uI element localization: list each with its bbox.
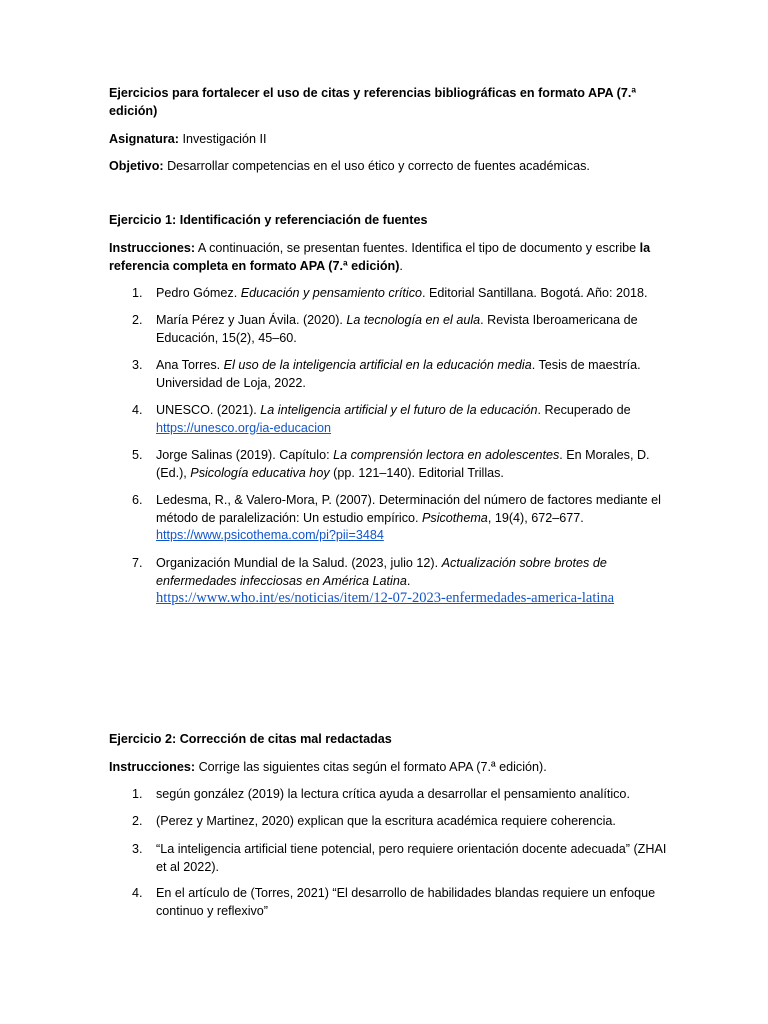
reference-italic: La comprensión lectora en adolescentes (333, 448, 560, 462)
reference-text: . Tesis de maestría. Universidad de Loja, 2022. (156, 358, 641, 390)
reference-text: UNESCO. (2021). (156, 403, 261, 417)
list-number: 3. (132, 842, 143, 856)
list-number: 4. (132, 403, 143, 417)
reference-italic: La tecnología en el aula (346, 313, 481, 327)
citation-text: según gonzález (2019) la lectura crítica ayuda a desarrollar el pensamiento analítico. (156, 787, 630, 801)
objective-label: Objetivo: (109, 159, 164, 173)
document-title: Ejercicios para fortalecer el uso de citas y referencias bibliográficas en formato APA (7.ª edición) (109, 86, 637, 118)
exercise2-instructions-text: Corrige las siguientes citas según el formato APA (7.ª edición). (195, 760, 547, 774)
list-number: 7. (132, 556, 143, 570)
reference-italic: El uso de la inteligencia artificial en la educación media (223, 358, 532, 372)
reference-text: Pedro Gómez. (156, 286, 241, 300)
reference-text: . Revista Iberoamericana de Educación, 15(2), 45–60. (156, 313, 638, 345)
citation-text: En el artículo de (Torres, 2021) “El desarrollo de habilidades blandas requiere un enfoque continuo y reflexivo” (156, 886, 656, 918)
exercise2-heading: Ejercicio 2: Corrección de citas mal redactadas (109, 732, 392, 746)
reference-text: María Pérez y Juan Ávila. (2020). (156, 313, 347, 327)
exercise1-instructions-label: Instrucciones: (109, 241, 196, 255)
reference-italic: Psicothema (422, 510, 488, 525)
list-item (109, 885, 669, 920)
unesco-link[interactable]: https://unesco.org/ia-educacion (156, 420, 332, 435)
reference-text: Jorge Salinas (2019). Capítulo: (156, 448, 334, 462)
reference-text: . En Morales, D. (Ed.), (156, 448, 650, 480)
subject-line (109, 131, 669, 149)
list-number: 1. (132, 286, 143, 300)
list-item (109, 786, 669, 804)
reference-text: Ana Torres. (156, 358, 224, 372)
reference-text: (pp. 121–140). Editorial Trillas. (329, 465, 504, 480)
list-number: 2. (132, 313, 143, 327)
list-item (109, 841, 669, 876)
list-number: 6. (132, 493, 143, 507)
list-item (109, 555, 686, 608)
reference-italic: Psicología educativa hoy (190, 465, 330, 480)
reference-text: Ledesma, R., & Valero-Mora, P. (2007). Determinación del número de factores mediante el método de paralelización: Un estudio empírico. (156, 493, 661, 525)
list-item (109, 402, 669, 437)
list-number: 2. (132, 814, 143, 828)
exercise1-instructions (109, 240, 669, 275)
reference-italic: Actualización sobre brotes de enfermedades infecciosas en América Latina (156, 556, 607, 588)
list-item (109, 285, 669, 303)
exercise2-instructions-label: Instrucciones: (109, 760, 196, 774)
reference-text: Organización Mundial de la Salud. (2023, julio 12). (156, 556, 442, 570)
reference-text: . (406, 573, 411, 588)
exercise1-instructions-end: . (399, 258, 403, 273)
reference-text: . Editorial Santillana. Bogotá. Año: 2018. (422, 286, 648, 300)
reference-text: . Recuperado de (537, 403, 631, 417)
exercise1-heading: Ejercicio 1: Identificación y referenciación de fuentes (109, 213, 428, 227)
exercise1-instructions-text: A continuación, se presentan fuentes. Identifica el tipo de documento y escribe (195, 241, 640, 255)
list-number: 3. (132, 358, 143, 372)
psicothema-link[interactable]: https://www.psicothema.com/pi?pii=3484 (156, 528, 384, 542)
list-number: 1. (132, 787, 143, 801)
citation-text: (Perez y Martinez, 2020) explican que la escritura académica requiere coherencia. (156, 814, 616, 828)
list-item (109, 492, 669, 545)
citation-text: “La inteligencia artificial tiene potencial, pero requiere orientación docente adecuada” (ZHAI et al 2022). (156, 842, 667, 874)
reference-italic: La inteligencia artificial y el futuro de la educación (260, 403, 538, 417)
objective-value: Desarrollar competencias en el uso ético y correcto de fuentes académicas. (163, 159, 590, 173)
subject-label: Asignatura: (109, 132, 179, 146)
reference-italic: Educación y pensamiento crítico (240, 286, 423, 300)
who-link[interactable]: https://www.who.int/es/noticias/item/12-07-2023-enfermedades-america-latina (156, 590, 615, 606)
list-item (109, 357, 669, 392)
list-item (109, 312, 669, 347)
reference-text: , 19(4), 672–677. (487, 510, 584, 525)
exercise2-instructions (109, 759, 669, 777)
objective-line (109, 158, 669, 176)
exercise1-instructions-emphasis: la referencia completa en formato APA (7.ª edición) (109, 241, 651, 273)
subject-value: Investigación II (178, 132, 267, 146)
list-item (109, 447, 669, 482)
list-number: 5. (132, 448, 143, 462)
list-number: 4. (132, 886, 143, 900)
list-item (109, 813, 669, 831)
